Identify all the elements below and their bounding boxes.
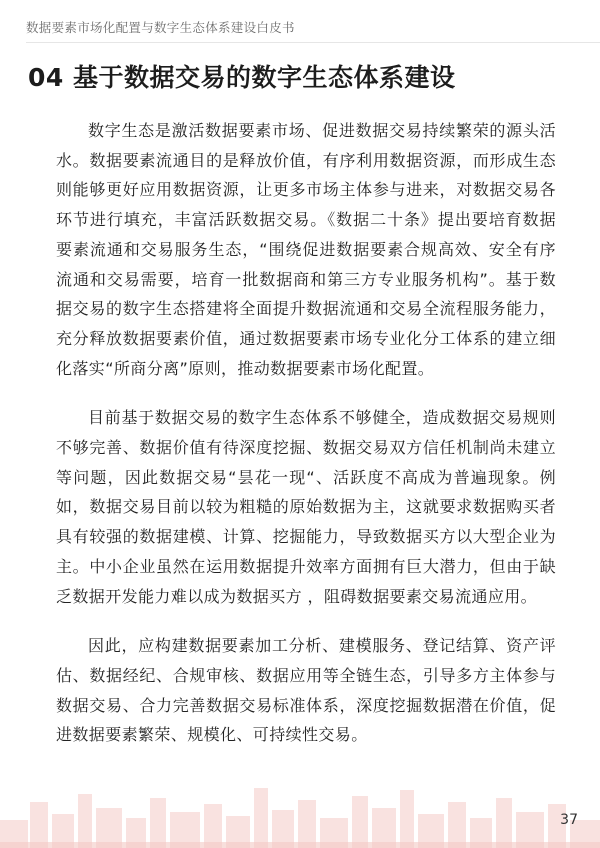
section-title: 04 基于数据交易的数字生态体系建设 (28, 63, 456, 92)
paragraph-2: 目前基于数据交易的数字生态体系不够健全，造成数据交易规则不够完善、数据价值有待深度挖掘、数据交易双方信任机制尚未建立等问题，因此数据交易“昙花一现“、活跃度不高成为普遍现象。例如，数据交易目前以较为粗糙的原始数据为主，这就要求数据购买者具有较强的数据建模、计算、挖掘能力，导致数据买方以大型企业为主。中小企业虽然在运用数据提升效率方面拥有巨大潜力，但由于缺乏数据开发能力难以成为数据买方 ，阻碍数据要素交易流通应用。 (56, 408, 556, 606)
city-skyline-icon (0, 758, 600, 848)
page-number: 37 (560, 812, 578, 828)
running-header: 数据要素市场化配置与数字生态体系建设白皮书 (26, 20, 295, 35)
header-divider (26, 42, 600, 43)
paragraph-1: 数字生态是激活数据要素市场、促进数据交易持续繁荣的源头活水。数据要素流通目的是释放价值，有序利用数据资源，而形成生态则能够更好应用数据资源，让更多市场主体参与进来，对数据交易各环节进行填充，丰富活跃数据交易。《数据二十条》提出要培育数据要素流通和交易服务生态，“围绕促进数据要素合规高效、安全有序流通和交易需要，培育一批数据商和第三方专业服务机构”。基于数据交易的数字生态搭建将全面提升数据流通和交易全流程服务能力，充分释放数据要素价值，通过数据要素市场专业化分工体系的建立细化落实“所商分离”原则，推动数据要素市场化配置。 (56, 121, 556, 378)
paragraph-3: 因此，应构建数据要素加工分析、建模服务、登记结算、资产评估、数据经纪、合规审核、数据应用等全链生态，引导多方主体参与数据交易、合力完善数据交易标准体系，深度挖掘数据潜在价值，促进数据要素繁荣、规模化、可持续性交易。 (56, 636, 556, 745)
body-text (56, 116, 556, 770)
